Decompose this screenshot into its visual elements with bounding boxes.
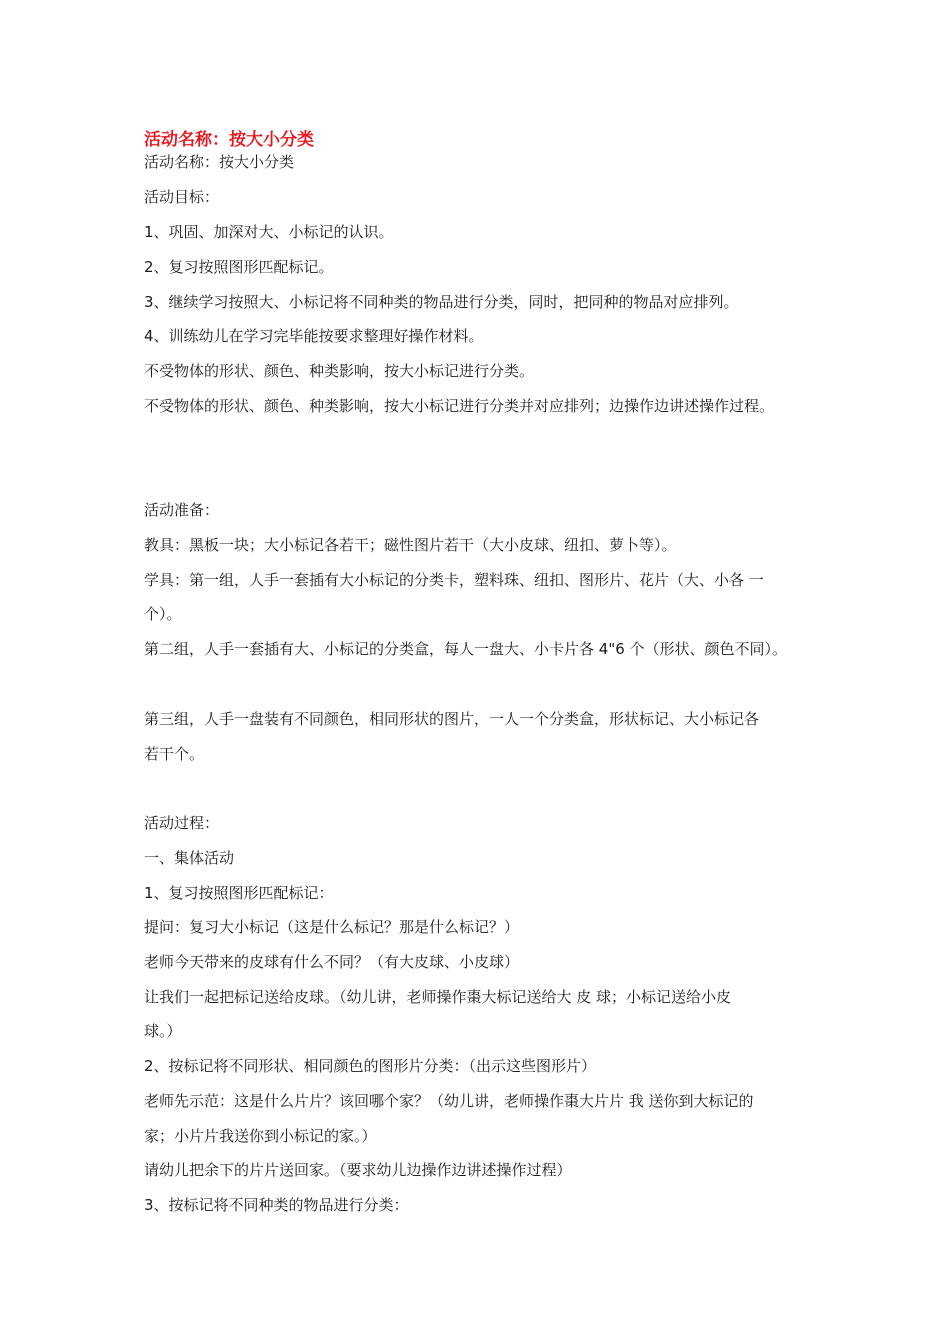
step-1-ball-question: 老师今天带来的皮球有什么不同？（有大皮球、小皮球） bbox=[144, 953, 520, 971]
learning-aids-group3-cont: 若干个。 bbox=[144, 745, 205, 763]
preparation-heading: 活动准备： bbox=[144, 501, 220, 519]
goal-item-4: 4、训练幼儿在学习完毕能按要求整理好操作材料。 bbox=[144, 327, 484, 345]
document-title: 活动名称：按大小分类 bbox=[144, 130, 314, 150]
goal-item-2: 2、复习按照图形匹配标记。 bbox=[144, 258, 334, 276]
learning-aids-group1-cont: 个）。 bbox=[144, 605, 182, 623]
step-2-demo-cont: 家；小片片我送你到小标记的家。） bbox=[144, 1127, 377, 1145]
step-1-question: 提问：复习大小标记（这是什么标记？那是什么标记？） bbox=[144, 918, 520, 936]
learning-aids-group3: 第三组，人手一盘装有不同颜色，相同形状的图片，一人一个分类盒，形状标记、大小标记各 bbox=[144, 710, 760, 728]
goal-item-1: 1、巩固、加深对大、小标记的认识。 bbox=[144, 223, 394, 241]
step-3-heading: 3、按标记将不同种类的物品进行分类： bbox=[144, 1196, 409, 1214]
goal-item-3: 3、继续学习按照大、小标记将不同种类的物品进行分类，同时，把同种的物品对应排列。 bbox=[144, 293, 739, 311]
learning-aids-group2: 第二组，人手一套插有大、小标记的分类盒，每人一盘大、小卡片各 4"6 个（形状、颜色不同）。 bbox=[144, 640, 788, 658]
activity-name-line: 活动名称：按大小分类 bbox=[144, 153, 295, 171]
difficult-point: 不受物体的形状、颜色、种类影响，按大小标记进行分类并对应排列；边操作边讲述操作过程。 bbox=[144, 397, 775, 415]
step-1-give-labels-cont: 球。） bbox=[144, 1022, 182, 1040]
goals-heading: 活动目标： bbox=[144, 188, 220, 206]
step-1-heading: 1、复习按照图形匹配标记： bbox=[144, 884, 334, 902]
process-heading: 活动过程： bbox=[144, 814, 220, 832]
step-1-give-labels: 让我们一起把标记送给皮球。（幼儿讲，老师操作棗大标记送给大 皮 球；小标记送给小皮 bbox=[144, 988, 732, 1006]
teaching-aids: 教具：黑板一块；大小标记各若干；磁性图片若干（大小皮球、纽扣、萝卜等）。 bbox=[144, 536, 677, 554]
step-2-heading: 2、按标记将不同形状、相同颜色的图形片分类：（出示这些图形片） bbox=[144, 1057, 597, 1075]
learning-aids-group1: 学具：第一组，人手一套插有大小标记的分类卡，塑料珠、纽扣、图形片、花片（大、小各 一 bbox=[144, 571, 764, 589]
section-group-activity: 一、集体活动 bbox=[144, 849, 235, 867]
key-point: 不受物体的形状、颜色、种类影响，按大小标记进行分类。 bbox=[144, 362, 535, 380]
step-2-children: 请幼儿把余下的片片送回家。（要求幼儿边操作边讲述操作过程） bbox=[144, 1161, 572, 1179]
step-2-demo: 老师先示范：这是什么片片？该回哪个家？（幼儿讲，老师操作棗大片片 我 送你到大标记的 bbox=[144, 1092, 754, 1110]
